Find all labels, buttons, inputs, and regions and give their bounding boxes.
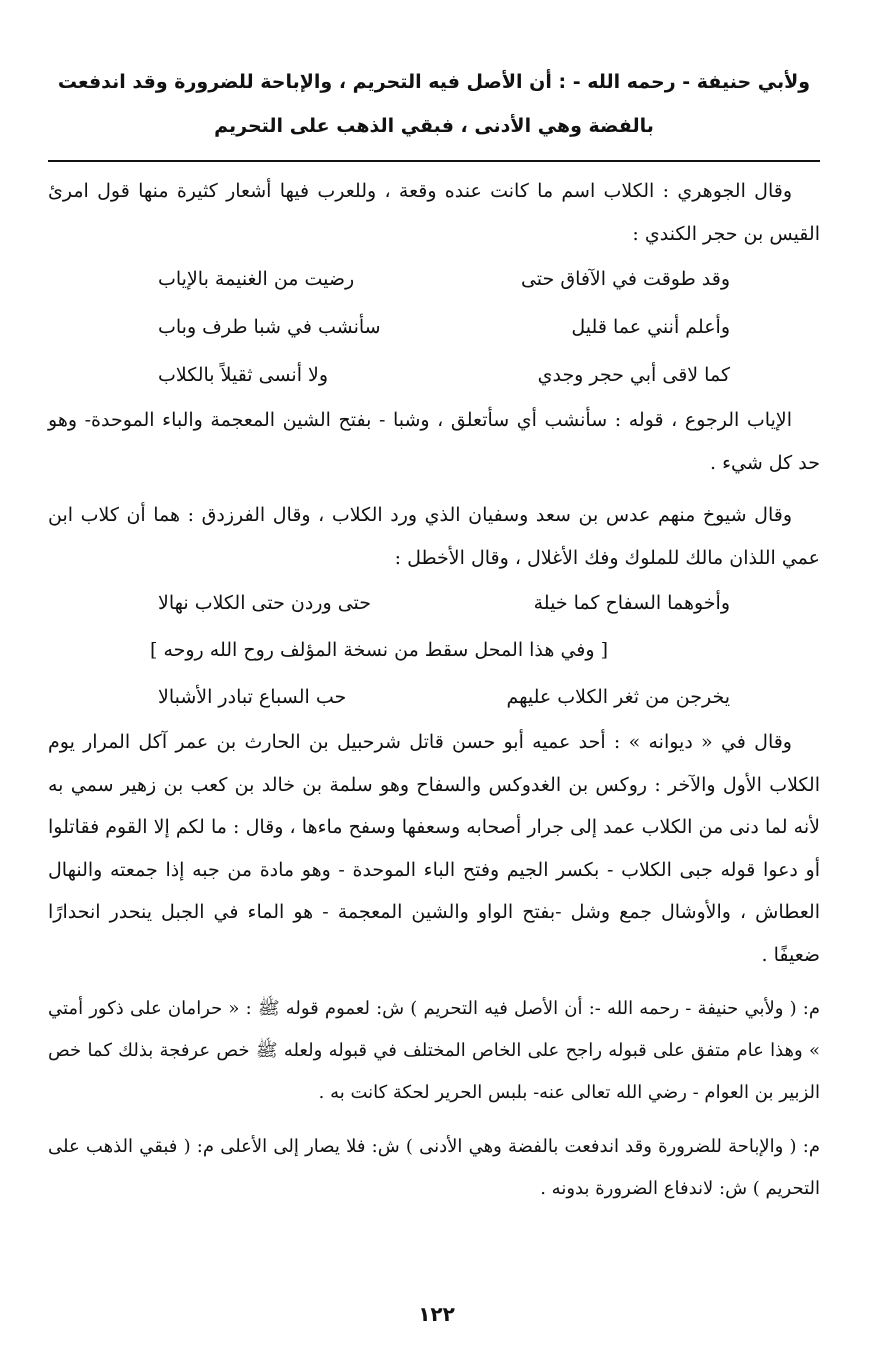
verse-second-hemistich: ولا أنسى ثقيلاً بالكلاب	[158, 364, 329, 386]
commentary-paragraph: م: ( والإباحة للضرورة وقد اندفعت بالفضة وهي الأدنى ) ش: فلا يصار إلى الأعلى م: ( فبقي الذهب على التحريم ) ش: لاندفاع الضرورة بدونه .	[48, 1136, 820, 1199]
footnote-paragraph: وقال في « ديوانه » : أحد عميه أبو حسن قاتل شرحبيل بن الحارث بن عمر آكل المرار يوم الكلاب الأول والآخر : روكس بن الغدوكس والسفاح وهو سلمة بن خالد بن كعب بن زهير سمي به لأنه لما دنى من الكلاب عمد إلى جرار أصحابه وسعفها وسفح ماءها ، وقال : ما لكم إلا القوم فقاتلوا أو دعوا قوله جبى الكلاب - بكسر الجيم وفتح الباء الموحدة - وهو مادة من جبه إذا جمعته والنهال العطاش ، والأوشال جمع وشل -بفتح الواو والشين المعجمة - هو الماء في الجبل ينحدر انحدارًا ضعيفًا .	[48, 731, 820, 966]
verse-first-hemistich: يخرجن من ثغر الكلاب عليهم	[506, 686, 730, 708]
footnote-paragraph: وقال الجوهري : الكلاب اسم ما كانت عنده وقعة ، وللعرب فيها أشعار كثيرة منها قول امرئ القيس بن حجر الكندي :	[48, 180, 820, 245]
footnote-paragraph: الإياب الرجوع ، قوله : سأنشب أي سأتعلق ، وشبا - بفتح الشين المعجمة والباء الموحدة- وهو حد كل شيء .	[48, 409, 820, 474]
verse-line	[48, 255, 820, 303]
verse-first-hemistich: كما لاقى أبي حجر وجدي	[537, 364, 730, 386]
verse-second-hemistich: رضيت من الغنيمة بالإياب	[158, 268, 355, 290]
verse-second-hemistich: سأنشب في شبا طرف وباب	[158, 316, 381, 338]
separator-rule	[48, 160, 820, 162]
verse-line	[48, 673, 820, 721]
verse-line	[48, 351, 820, 399]
verse-second-hemistich: حتى وردن حتى الكلاب نهالا	[158, 592, 372, 614]
main-text-header: ولأبي حنيفة - رحمه الله - : أن الأصل فيه التحريم ، والإباحة للضرورة وقد اندفعت بالفضة وهي الأدنى ، فبقي الذهب على التحريم	[57, 71, 811, 137]
commentary-paragraph: م: ( ولأبي حنيفة - رحمه الله -: أن الأصل فيه التحريم ) ش: لعموم قوله ﷺ : « حرامان على ذكور أمتي » وهذا عام متفق على قبوله راجح على الخاص المختلف في قبوله ولعله ﷺ خص عرفجة بذلك كما خص الزبير بن العوام - رضي الله تعالى عنه- بلبس الحرير لحكة كانت به .	[48, 998, 820, 1103]
footnote-paragraph: وقال شيوخ منهم عدس بن سعد وسفيان الذي ورد الكلاب ، وقال الفرزدق : هما أن كلاب ابن عمي اللذان مالك للملوك وفك الأغلال ، وقال الأخطل :	[48, 504, 820, 569]
verse-first-hemistich: وأخوهما السفاح كما خيلة	[533, 592, 730, 614]
verse-line	[48, 579, 820, 627]
verse-second-hemistich: حب السباع تبادر الأشبالا	[158, 686, 347, 708]
verse-first-hemistich: وقد طوقت في الآفاق حتى	[520, 268, 730, 290]
page-number: ١٢٢	[418, 1302, 455, 1326]
verse-line	[48, 303, 820, 351]
footnotes-section	[48, 170, 820, 976]
page-body	[48, 60, 820, 1210]
editor-note: [ وفي هذا المحل سقط من نسخة المؤلف روح الله روحه ]	[150, 639, 608, 661]
verse-first-hemistich: وأعلم أنني عما قليل	[571, 316, 730, 338]
